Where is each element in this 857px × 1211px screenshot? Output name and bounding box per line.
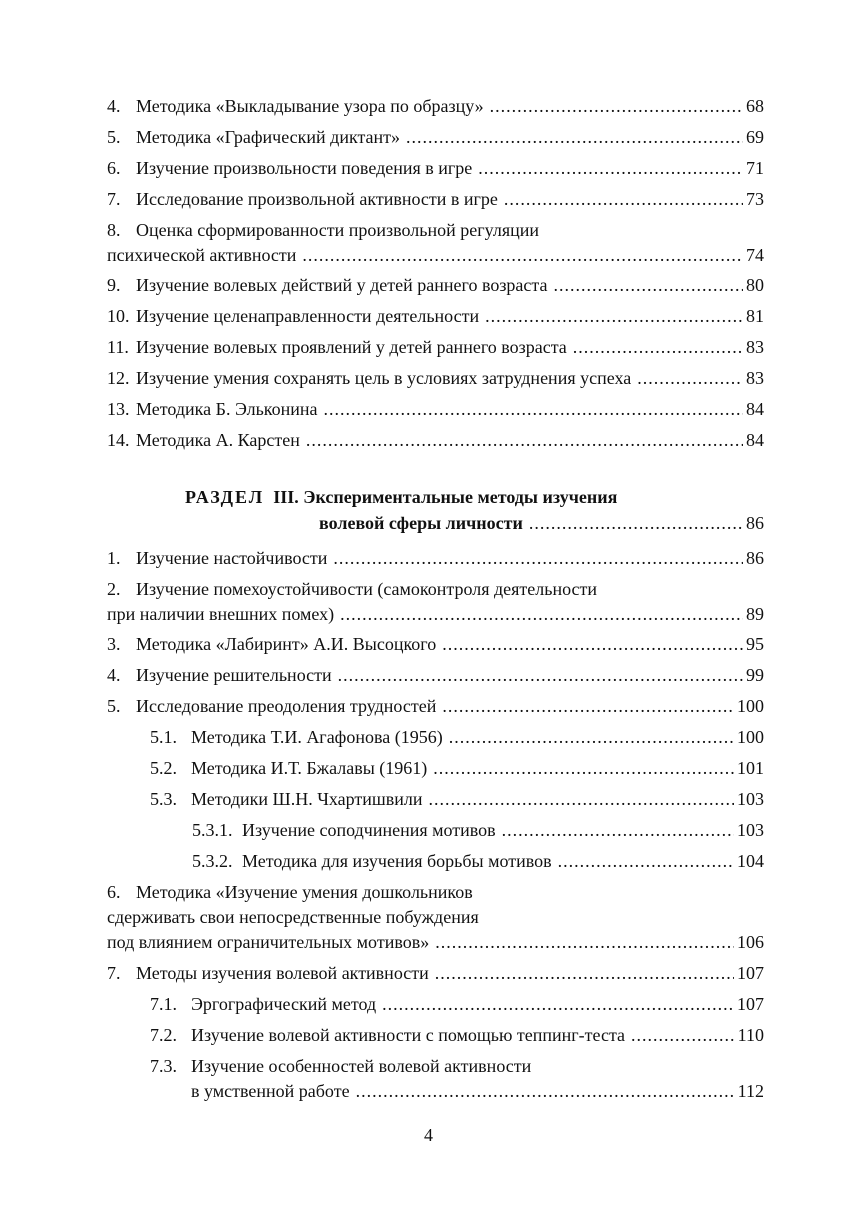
entry-page: 100 [737,727,764,747]
entry-title: Изучение произвольности поведения в игре [136,158,473,178]
toc-entry [107,663,764,688]
toc-entry [107,694,764,719]
toc-subentry [150,725,764,750]
entry-number: 5.3.1. [192,820,233,840]
toc-entry [107,304,764,329]
entry-number: 7.2. [150,1025,177,1045]
section-label: РАЗДЕЛ [185,487,265,507]
entry-title: Исследование преодоления трудностей [136,696,437,716]
entry-page: 83 [746,337,764,357]
toc-entry [107,218,764,268]
dot-leader [338,663,743,688]
toc-subentry [150,787,764,812]
entry-title-line1: Изучение особенностей волевой активности [191,1056,532,1076]
entry-title-line2: в умственной работе [191,1081,350,1101]
entry-title: Методика «Выкладывание узора по образцу» [136,96,484,116]
dot-leader [340,602,743,627]
page-number: 4 [424,1125,433,1145]
toc-entry [107,546,764,571]
entry-title-line2: сдерживать свои непосредственные побуждения [107,907,479,927]
entry-title-line2: при наличии внешних помех) [107,604,335,624]
entry-page: 68 [746,96,764,116]
toc-entry [107,397,764,422]
entry-number: 5.3.2. [192,851,233,871]
entry-title-line1: Изучение помехоустойчивости (самоконтроля деятельности [136,579,598,599]
entry-title: Изучение волевой активности с помощью теппинг-теста [191,1025,626,1045]
entry-title: Методика «Лабиринт» А.И. Высоцкого [136,634,437,654]
dot-leader [324,397,743,422]
entry-number: 7. [107,963,121,983]
dot-leader [490,94,743,119]
dot-leader [382,992,734,1017]
entry-title: Методика Б. Эльконина [136,399,318,419]
toc-entry [107,632,764,657]
entry-title: Методика А. Карстен [136,430,300,450]
entry-title: Изучение решительности [136,665,332,685]
dot-leader [637,366,743,391]
entry-page: 89 [746,604,764,624]
dot-leader [435,930,734,955]
toc-entry [107,187,764,212]
dot-leader [504,187,743,212]
entry-number: 6. [107,158,121,178]
dot-leader [433,756,734,781]
entry-title-line1: Оценка сформированности произвольной регуляции [136,220,540,240]
entry-title: Методика «Графический диктант» [136,127,401,147]
toc-entry [107,335,764,360]
dot-leader [529,510,743,536]
dot-leader [333,546,743,571]
entry-title: Изучение волевых проявлений у детей раннего возраста [136,337,567,357]
toc-subentry [150,1054,764,1104]
entry-page: 73 [746,189,764,209]
entry-number: 5. [107,696,121,716]
dot-leader [302,243,743,268]
entry-title-line2: психической активности [107,245,297,265]
entry-page: 104 [737,851,764,871]
entry-title: Изучение настойчивости [136,548,328,568]
toc-entry [107,880,764,955]
entry-page: 103 [737,820,764,840]
entry-number: 3. [107,634,121,654]
section-title-line2: волевой сферы личности [319,513,523,533]
entry-title: Изучение целенаправленности деятельности [136,306,480,326]
dot-leader [406,125,743,150]
dot-leader [502,818,734,843]
entry-number: 4. [107,665,121,685]
dot-leader [442,632,743,657]
section-heading [107,484,764,536]
entry-title: Исследование произвольной активности в игре [136,189,498,209]
entry-page: 103 [737,789,764,809]
entry-number: 8. [107,220,121,240]
entry-title: Методы изучения волевой активности [136,963,429,983]
entry-page: 110 [737,1025,764,1045]
entry-page: 71 [746,158,764,178]
entry-number: 1. [107,548,121,568]
toc-entry [107,125,764,150]
dot-leader [306,428,743,453]
toc-entry [107,273,764,298]
dot-leader [631,1023,735,1048]
dot-leader [442,694,734,719]
dot-leader [356,1079,735,1104]
entry-number: 11. [107,337,129,357]
entry-page: 101 [737,758,764,778]
entry-title: Эргографический метод [191,994,377,1014]
entry-page: 107 [737,963,764,983]
toc-entry [107,428,764,453]
toc-entry [107,366,764,391]
entry-number: 5. [107,127,121,147]
toc-entry [107,577,764,627]
entry-number: 5.1. [150,727,177,747]
entry-number: 7.1. [150,994,177,1014]
entry-page: 112 [737,1081,764,1101]
toc-subentry [150,756,764,781]
dot-leader [429,787,734,812]
toc-entry [107,94,764,119]
entry-page: 74 [746,245,764,265]
entry-page: 107 [737,994,764,1014]
entry-number: 14. [107,430,130,450]
entry-title: Методики Ш.Н. Чхартишвили [191,789,423,809]
entry-title: Методика Т.И. Агафонова (1956) [191,727,443,747]
entry-page: 81 [746,306,764,326]
entry-title-line1: Методика «Изучение умения дошкольников [136,882,473,902]
section-roman: III. [273,487,299,507]
entry-page: 69 [746,127,764,147]
entry-title: Изучение волевых действий у детей раннего возраста [136,275,548,295]
toc-subsubentry [192,849,764,874]
entry-number: 13. [107,399,130,419]
entry-page: 99 [746,665,764,685]
dot-leader [485,304,743,329]
entry-number: 2. [107,579,121,599]
dot-leader [478,156,743,181]
toc-subsubentry [192,818,764,843]
entry-title: Изучение соподчинения мотивов [242,820,496,840]
entry-number: 10. [107,306,130,326]
dot-leader [558,849,734,874]
dot-leader [435,961,734,986]
entry-number: 9. [107,275,121,295]
entry-number: 5.3. [150,789,177,809]
entry-page: 86 [746,548,764,568]
entry-page: 95 [746,634,764,654]
entry-number: 12. [107,368,130,388]
toc-subentry [150,1023,764,1048]
entry-page: 106 [737,932,764,952]
entry-page: 83 [746,368,764,388]
entry-number: 7.3. [150,1056,177,1076]
entry-page: 100 [737,696,764,716]
entry-title: Изучение умения сохранять цель в условиях затруднения успеха [136,368,632,388]
entry-page: 80 [746,275,764,295]
entry-number: 5.2. [150,758,177,778]
entry-number: 7. [107,189,121,209]
entry-title: Методика для изучения борьбы мотивов [242,851,552,871]
toc-entry [107,961,764,986]
section-title-line1: Экспериментальные методы изучения [303,487,618,507]
toc-subentry [150,992,764,1017]
toc-entry [107,156,764,181]
entry-number: 6. [107,882,121,902]
dot-leader [554,273,744,298]
dot-leader [573,335,743,360]
section-page: 86 [746,513,764,533]
entry-page: 84 [746,399,764,419]
dot-leader [449,725,734,750]
entry-page: 84 [746,430,764,450]
entry-number: 4. [107,96,121,116]
entry-title-line3: под влиянием ограничительных мотивов» [107,932,430,952]
entry-title: Методика И.Т. Бжалавы (1961) [191,758,428,778]
